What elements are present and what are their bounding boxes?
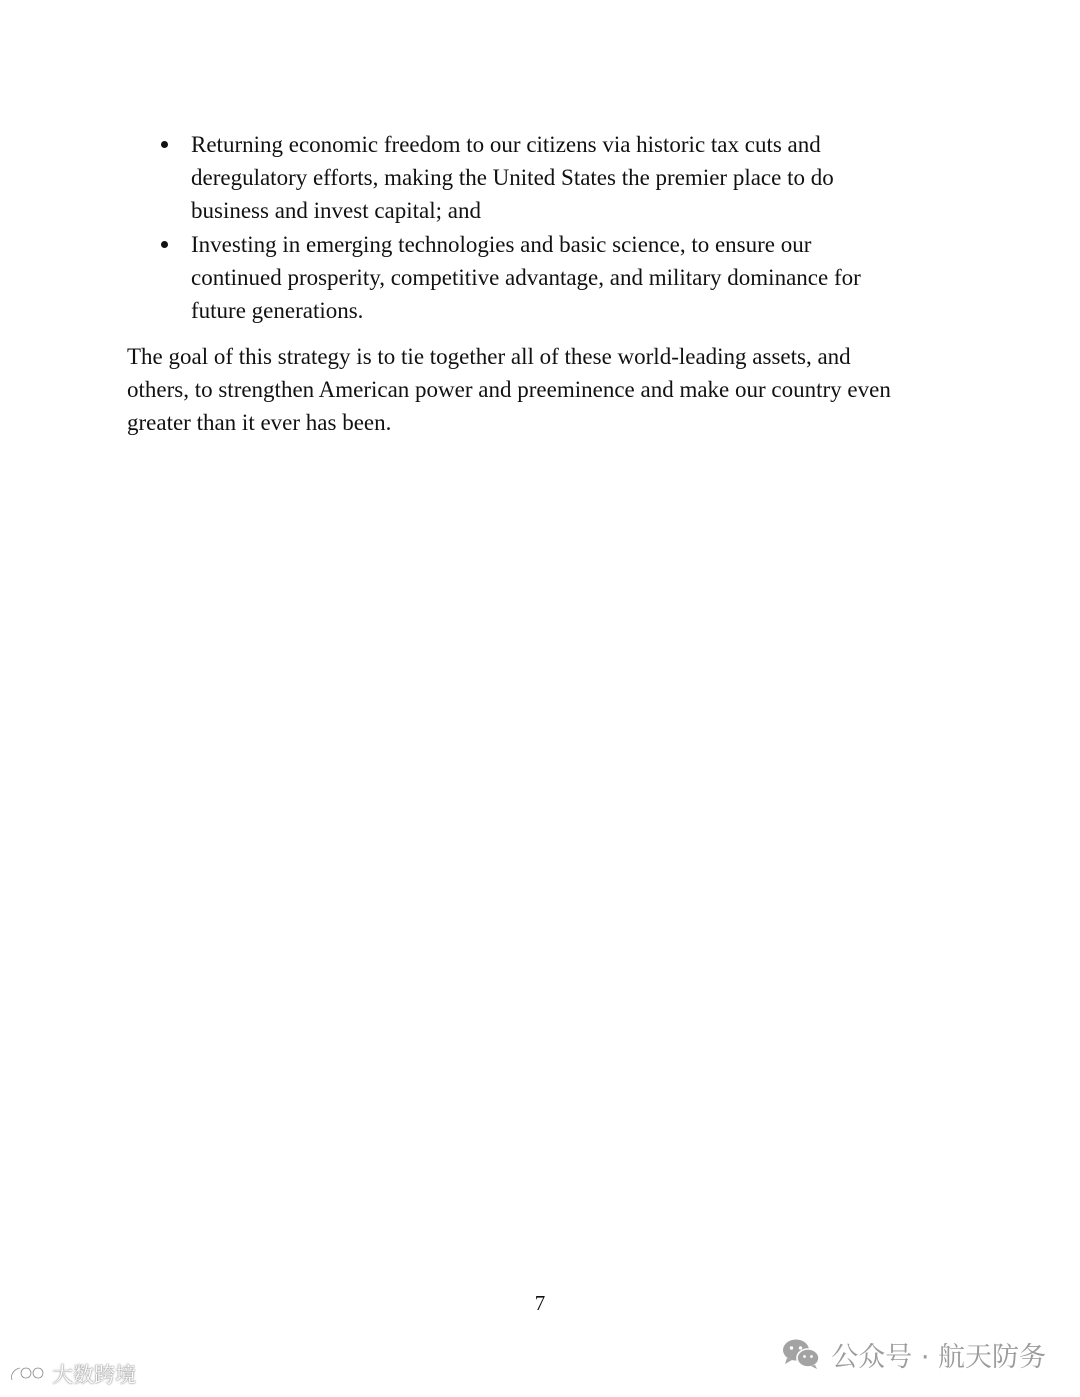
bullet-line: Investing in emerging technologies and basic science, to ensure our — [191, 232, 812, 257]
wechat-watermark-text: 公众号 · 航天防务 — [831, 1341, 1046, 1373]
bullet-line: deregulatory efforts, making the United States the premier place to do — [191, 165, 834, 190]
bullet-item-emerging-tech — [160, 228, 940, 327]
bullet-line: business and invest capital; and — [191, 198, 481, 223]
bullet-line: Returning economic freedom to our citizens via historic tax cuts and — [191, 132, 821, 157]
paragraph-line: The goal of this strategy is to tie together all of these world-leading assets, and — [127, 344, 851, 369]
bullet-dot — [161, 141, 168, 148]
wechat-icon — [781, 1337, 821, 1371]
bullet-item-tax-cuts — [160, 128, 940, 227]
bullet-dot — [161, 241, 168, 248]
paragraph-line: greater than it ever has been. — [127, 410, 392, 435]
bullet-list — [160, 128, 940, 328]
strategy-goal-paragraph — [127, 340, 967, 439]
weibo-watermark-text: 大数跨境 — [52, 1363, 136, 1387]
paragraph-line: others, to strengthen American power and preeminence and make our country even — [127, 377, 891, 402]
bullet-line: continued prosperity, competitive advantage, and military dominance for — [191, 265, 861, 290]
weibo-watermark — [8, 1359, 136, 1389]
bullet-line: future generations. — [191, 298, 364, 323]
wechat-watermark — [781, 1336, 1046, 1372]
weibo-logo-icon — [8, 1363, 48, 1385]
page-number: 7 — [534, 1291, 546, 1315]
